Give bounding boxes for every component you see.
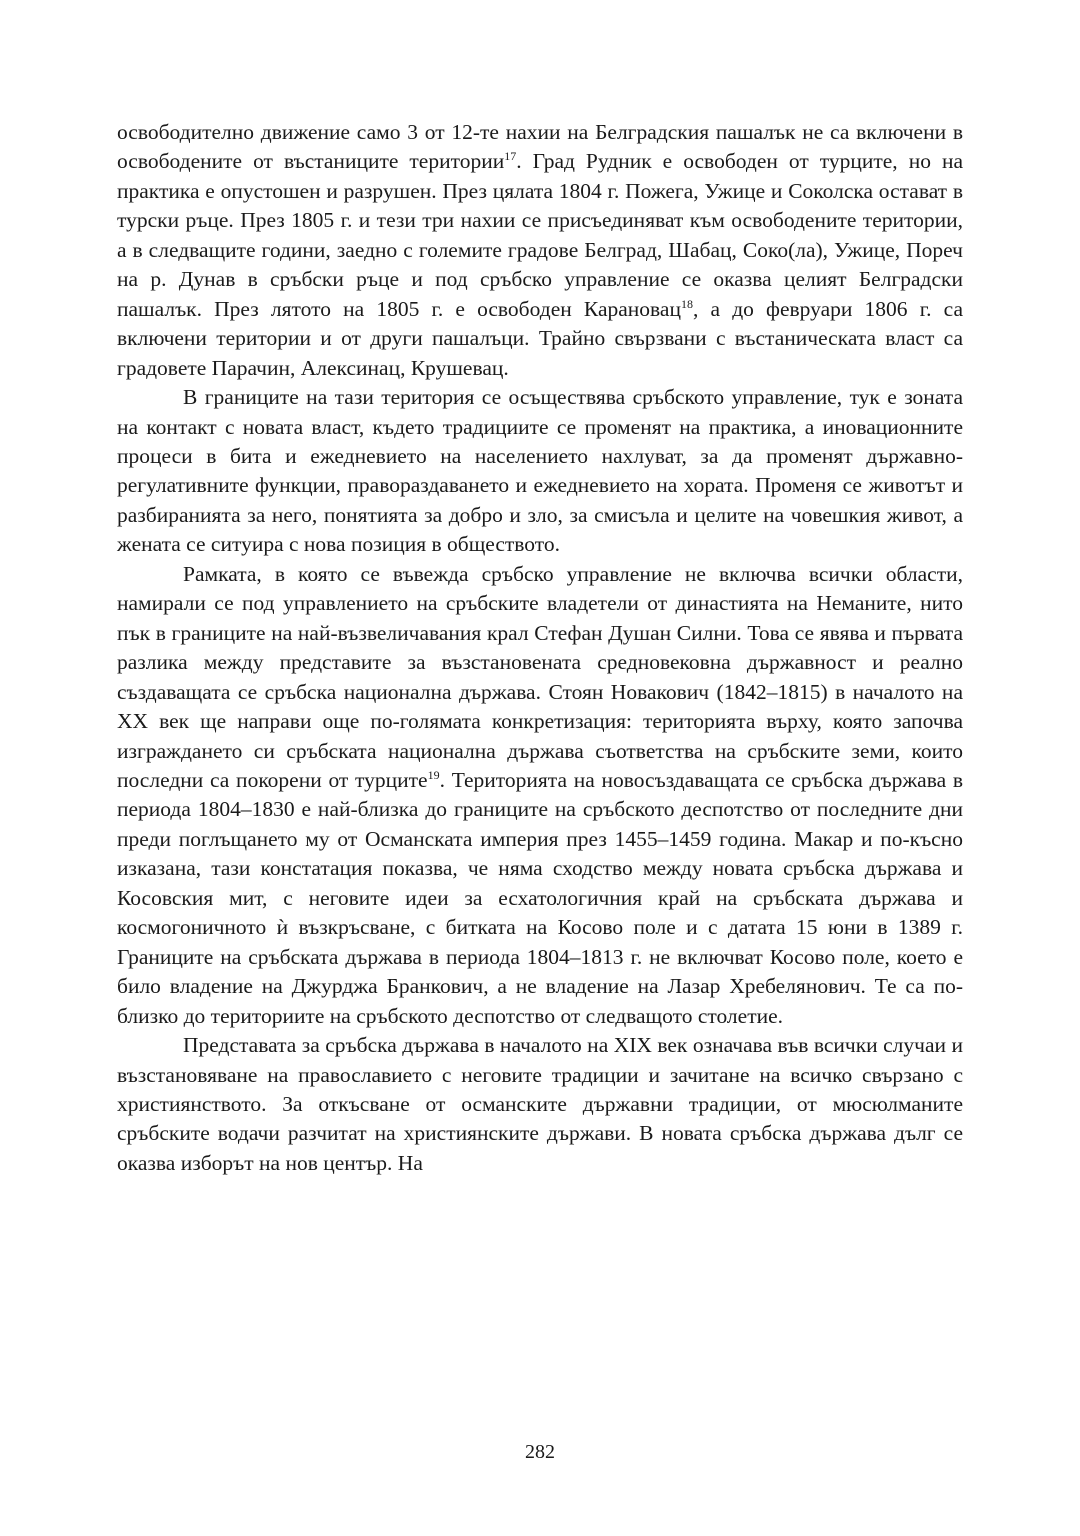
text-segment: Представата за сръбска държава в началото на XIX век означава във всички случаи и възстановяване на православието с неговите традиции и зачитане на всичко свързано с християнството. За откъсване от османските държавни традиции, от мюсюлманите сръбските водачи разчитат на християнските държави. В новата сръбска държава дълг се оказва изборът на нов център. На [117,1033,963,1175]
text-segment: . Град Рудник е освободен от турците, но на практика е опустошен и разрушен. През цялата 1804 г. Пожега, Ужице и Соколска остават в турски ръце. През 1805 г. и тези три нахии се присъединяват към освободените територии, а в следващите години, заедно с големите градове Белград, Шабац, Соко(ла), Ужице, Пореч на р. Дунав в сръбски ръце и под сръбско управление се оказва целият Белградски пашалък. През лятото на 1805 г. е освободен Карановац [117,149,963,321]
text-segment: освободително движение само 3 от 12-те нахии на Белградския пашалък не са включени в освободените от въстаниците територии [117,120,963,174]
footnote-ref-19: 19 [427,767,440,782]
paragraph-4 [117,1031,963,1178]
text-segment: В границите на тази територия се осъществява сръбското управление, тук е зоната на контакт с новата власт, където традициите се променят на практика, а иновационните процеси в бита и ежедневието на населението нахлуват, за да променят държавно-регулативните функции, правораздаването и ежедневието на хората. Променя се животът и разбиранията за него, понятията за добро и зло, за смисъла и целите на човешкия живот, а жената се ситуира с нова позиция в обществото. [117,385,963,557]
page-number: 282 [525,1441,555,1463]
footnote-ref-17: 17 [504,149,517,164]
footnote-ref-18: 18 [680,296,693,311]
paragraph-3 [117,560,963,1031]
paragraph-1 [117,118,963,383]
paragraph-2 [117,383,963,560]
text-segment: . Територията на новосъздаващата се сръбска държава в периода 1804–1830 е най-близка до границите на сръбското деспотство от последните дни преди поглъщането му от Османската империя през 1455–1459 година. Макар и по-късно изказана, тази констатация показва, че няма сходство между новата сръбска държава и Косовския мит, с неговите идеи за есхатологичния край на сръбската държава и космогоничното ѝ възкръсване, с битката на Косово поле и с датата 15 юни в 1389 г. Границите на сръбската държава в периода 1804–1813 г. не включват Косово поле, което е било владение на Джурджа Бранкович, а не владение на Лазар Хребелянович. Те са по-близко до териториите на сръбското деспотство от следващото столетие. [117,767,963,1028]
text-segment: , а до февруари 1806 г. са включени територии и от други пашалъци. Трайно свързвани с въстаническата власт са градовете Парачин, Алексинац, Крушевац. [117,296,963,380]
text-segment: Рамката, в която се въвежда сръбско управление не включва всички области, намирали се под управлението на сръбските владетели от династията на Неманите, нито пък в границите на най-възвеличавания крал Стефан Душан Силни. Това се явява и първата разлика между представите за възстановената средновековна държавност и реално създаващата се сръбска национална държава. Стоян Новакович (1842–1815) в началото на XX век ще направи още по-голямата конкретизация: територията върху, която започва изграждането си сръбската национална държава съответства на сръбските земи, които последни са покорени от турците [117,561,963,792]
page-body [117,118,963,1178]
